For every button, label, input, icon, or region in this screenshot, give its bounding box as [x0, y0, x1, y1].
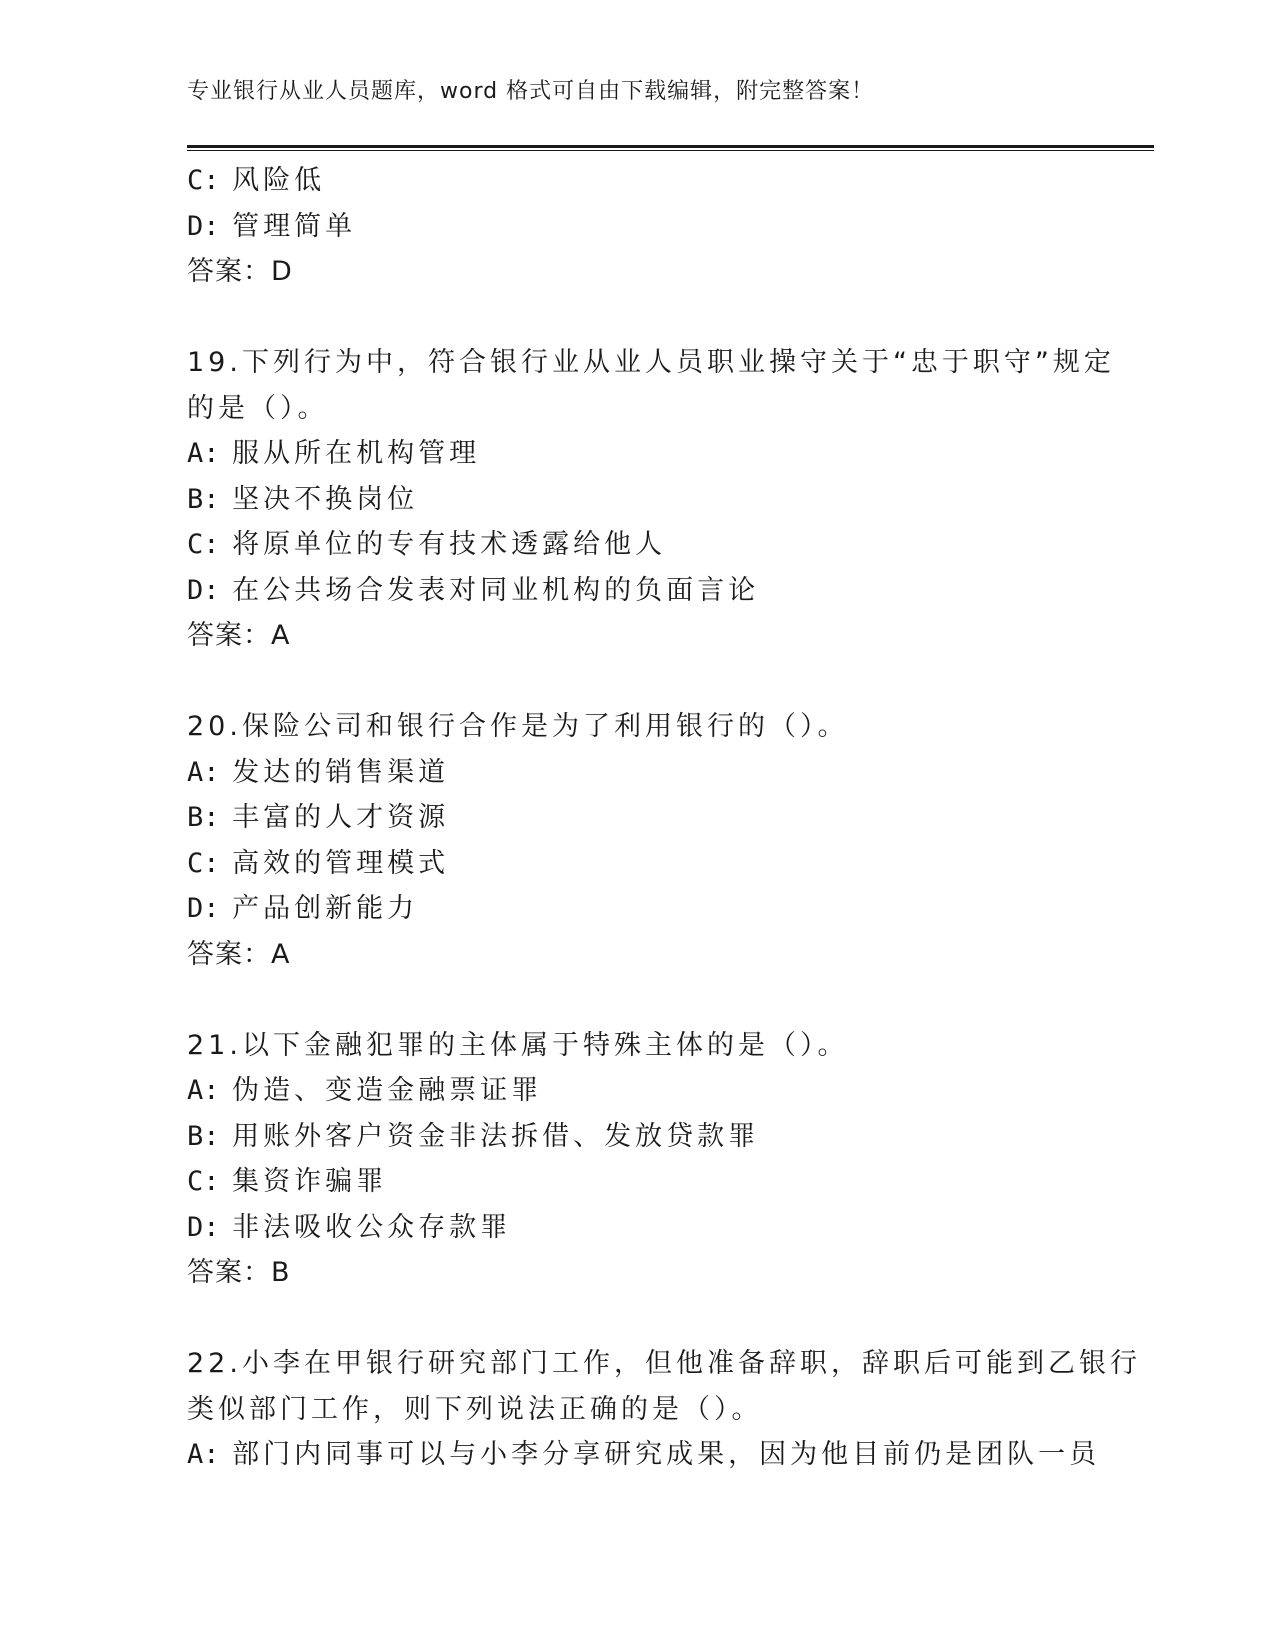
question-text-line: 的是（）。: [187, 392, 329, 424]
answer-line: 答案：B: [187, 1257, 291, 1288]
option-a: A: 服从所在机构管理: [187, 438, 481, 469]
header-rule-thick: [187, 145, 1154, 148]
option-a: A: 发达的销售渠道: [187, 756, 450, 788]
option-d: D: 管理简单: [187, 210, 357, 242]
question-list: [187, 158, 1141, 1478]
answer-line: 答案：D: [187, 256, 293, 287]
option-c: C: 集资诈骗罪: [187, 1166, 388, 1197]
option-c: C: 高效的管理模式: [187, 847, 450, 879]
option-d: D: 非法吸收公众存款罪: [187, 1211, 512, 1243]
question-19: [187, 340, 1115, 659]
option-b: B: 用账外客户资金非法拆借、发放贷款罪: [187, 1120, 760, 1152]
question-text-line: 19.下列行为中，符合银行业从业人员职业操守关于“忠于职守”规定: [187, 347, 1115, 378]
question-20: [187, 704, 1087, 977]
option-d: D: 在公共场合发表对同业机构的负面言论: [187, 574, 760, 606]
option-a: A: 部门内同事可以与小李分享研究成果，因为他目前仍是团队一员: [187, 1439, 1101, 1470]
option-c: C: 风险低: [187, 165, 326, 196]
answer-line: 答案：A: [187, 938, 291, 970]
option-a: A: 伪造、变造金融票证罪: [187, 1075, 543, 1106]
question-21: [187, 1023, 1087, 1296]
answer-line: 答案：A: [187, 620, 291, 651]
question-text-line: 21.以下金融犯罪的主体属于特殊主体的是（）。: [187, 1029, 849, 1061]
question-18-tail: [187, 158, 1087, 295]
option-b: B: 坚决不换岗位: [187, 483, 419, 515]
question-text-line: 类似部门工作，则下列说法正确的是（）。: [187, 1393, 763, 1425]
page-header: 专业银行从业人员题库，word 格式可自由下载编辑，附完整答案！: [187, 79, 875, 104]
option-b: B: 丰富的人才资源: [187, 802, 450, 833]
header-rule-thin: [187, 150, 1154, 151]
question-text-line: 22.小李在甲银行研究部门工作，但他准备辞职，辞职后可能到乙银行: [187, 1348, 1141, 1379]
question-22: [187, 1341, 1141, 1478]
option-c: C: 将原单位的专有技术透露给他人: [187, 529, 667, 560]
option-d: D: 产品创新能力: [187, 893, 419, 924]
question-text-line: 20.保险公司和银行合作是为了利用银行的（）。: [187, 711, 849, 742]
